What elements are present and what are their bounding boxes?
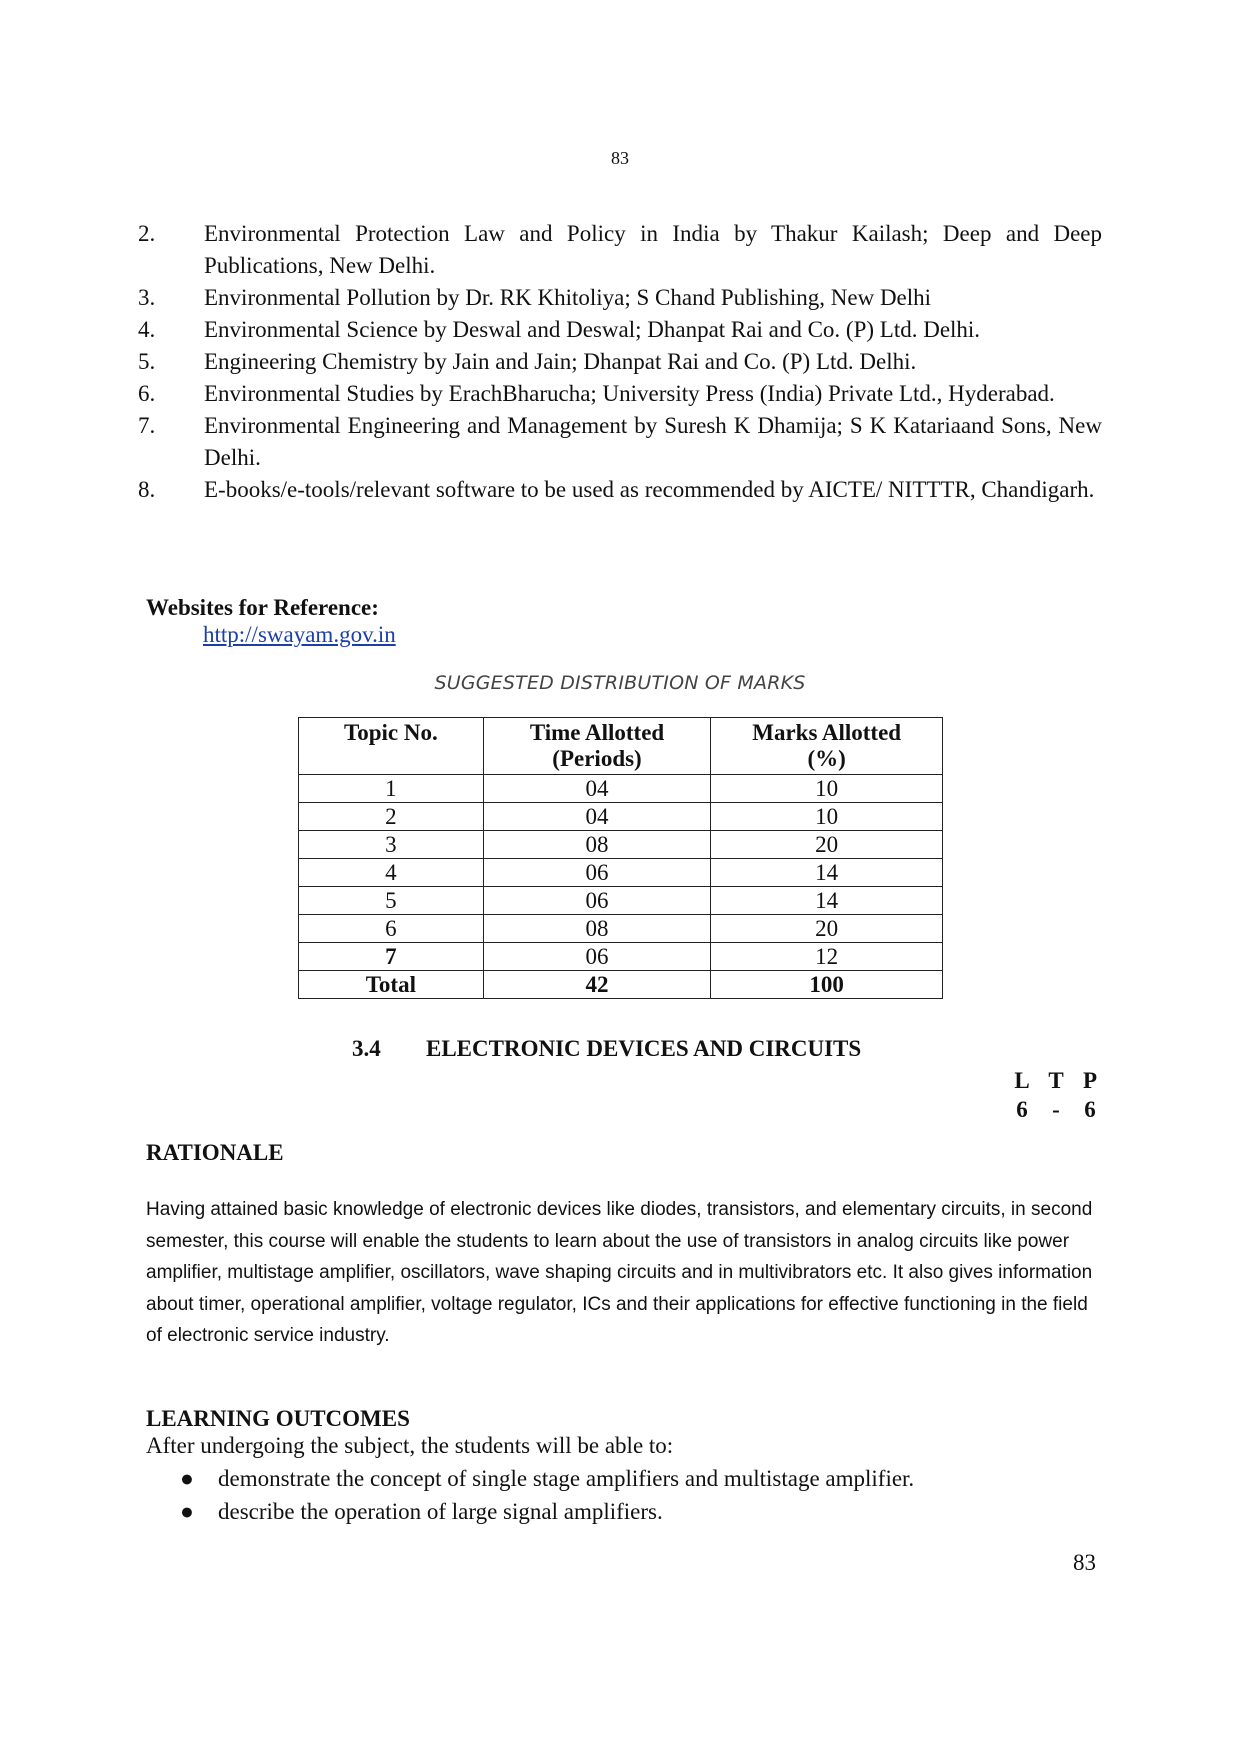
section-title xyxy=(352,1036,861,1062)
reference-number: 3. xyxy=(138,285,156,310)
reference-text: Environmental Science by Deswal and Deswal; Dhanpat Rai and Co. (P) Ltd. Delhi. xyxy=(204,317,981,342)
reference-number: 5. xyxy=(138,349,156,374)
header-line: Marks Allotted xyxy=(752,720,902,745)
bullet-icon: ● xyxy=(180,1499,194,1524)
reference-text: Environmental Protection Law and Policy in India by Thakur Kailash; Deep and Deep Publications, New Delhi. xyxy=(204,221,1102,278)
cell-marks: 14 xyxy=(711,859,943,887)
reference-item xyxy=(138,218,1102,282)
cell-time: 04 xyxy=(483,803,711,831)
list-item xyxy=(180,1462,914,1495)
header-line: Topic No. xyxy=(343,720,438,745)
ltp-value-t: - xyxy=(1052,1097,1060,1122)
cell-topic: 2 xyxy=(299,803,484,831)
page-number-top: 83 xyxy=(611,148,629,168)
table-header-row xyxy=(299,718,943,775)
cell-marks: 20 xyxy=(711,915,943,943)
ltp-value-p: 6 xyxy=(1084,1097,1096,1122)
cell-topic: 6 xyxy=(299,915,484,943)
table-row xyxy=(299,887,943,915)
page-number-bottom: 83 xyxy=(1073,1550,1096,1575)
cell-marks: 14 xyxy=(711,887,943,915)
reference-number: 2. xyxy=(138,221,156,246)
marks-distribution-table xyxy=(298,717,943,999)
table-row xyxy=(299,803,943,831)
reference-text: Environmental Studies by ErachBharucha; University Press (India) Private Ltd., Hyderabad. xyxy=(204,381,1055,406)
reference-number: 8. xyxy=(138,477,156,502)
reference-number: 4. xyxy=(138,317,156,342)
cell-time: 06 xyxy=(483,943,711,971)
table-row xyxy=(299,859,943,887)
rationale-heading: RATIONALE xyxy=(146,1140,284,1165)
cell-time: 06 xyxy=(483,887,711,915)
cell-topic: 5 xyxy=(299,887,484,915)
header-line: (%) xyxy=(807,746,846,771)
cell-topic: 4 xyxy=(299,859,484,887)
table-total-row xyxy=(299,971,943,999)
header-line: Time Allotted xyxy=(529,720,665,745)
reference-item xyxy=(138,314,1102,346)
reference-item xyxy=(138,282,1102,314)
reference-text: E-books/e-tools/relevant software to be used as recommended by AICTE/ NITTTR, Chandigarh. xyxy=(204,477,1095,502)
learning-outcomes-list xyxy=(180,1462,914,1528)
table-row xyxy=(299,775,943,803)
cell-marks: 20 xyxy=(711,831,943,859)
section-title-text: ELECTRONIC DEVICES AND CIRCUITS xyxy=(426,1036,862,1061)
ltp-header-l: L xyxy=(1014,1068,1030,1093)
list-item-text: demonstrate the concept of single stage amplifiers and multistage amplifier. xyxy=(218,1466,915,1491)
website-link[interactable]: http://swayam.gov.in xyxy=(203,622,396,647)
table-row xyxy=(299,831,943,859)
bullet-icon: ● xyxy=(180,1466,194,1491)
cell-total-time: 42 xyxy=(483,971,711,999)
cell-topic: 1 xyxy=(299,775,484,803)
cell-time: 08 xyxy=(483,915,711,943)
learning-outcomes-intro: After undergoing the subject, the students will be able to: xyxy=(146,1433,674,1458)
reference-text: Engineering Chemistry by Jain and Jain; Dhanpat Rai and Co. (P) Ltd. Delhi. xyxy=(204,349,917,374)
reference-item xyxy=(138,474,1102,506)
table-caption: SUGGESTED DISTRIBUTION OF MARKS xyxy=(434,672,806,694)
cell-total-label: Total xyxy=(299,971,484,999)
ltp-value-l: 6 xyxy=(1016,1097,1028,1122)
ltp-header-row xyxy=(1005,1066,1107,1095)
cell-time: 06 xyxy=(483,859,711,887)
cell-topic: 7 xyxy=(299,943,484,971)
learning-outcomes-heading: LEARNING OUTCOMES xyxy=(146,1406,410,1431)
reference-item xyxy=(138,346,1102,378)
ltp-block xyxy=(1005,1066,1107,1124)
header-marks-allotted xyxy=(711,718,943,775)
reference-number: 7. xyxy=(138,413,156,438)
table-row xyxy=(299,943,943,971)
list-item-text: describe the operation of large signal amplifiers. xyxy=(218,1499,663,1524)
reference-number: 6. xyxy=(138,381,156,406)
cell-time: 04 xyxy=(483,775,711,803)
section-number: 3.4 xyxy=(352,1036,381,1061)
cell-topic: 3 xyxy=(299,831,484,859)
cell-time: 08 xyxy=(483,831,711,859)
list-item xyxy=(180,1495,914,1528)
reference-item xyxy=(138,410,1102,474)
cell-total-marks: 100 xyxy=(711,971,943,999)
rationale-text: Having attained basic knowledge of electronic devices like diodes, transistors, and elementary circuits, in second semester, this course will enable the students to learn about the use of transistors in analog circuits like power amplifier, multistage amplifier, oscillators, wave shaping circuits and in multivibrators etc. It also gives information about timer, operational amplifier, voltage regulator, ICs and their applications for effective functioning in the field of electronic service industry. xyxy=(146,1199,1093,1346)
table-row xyxy=(299,915,943,943)
ltp-value-row xyxy=(1005,1095,1107,1124)
reference-item xyxy=(138,378,1102,410)
websites-heading: Websites for Reference: xyxy=(146,595,379,620)
header-topic-no xyxy=(299,718,484,775)
reference-text: Environmental Engineering and Management by Suresh K Dhamija; S K Katariaand Sons, New Delhi. xyxy=(204,413,1102,470)
header-line: (Periods) xyxy=(552,746,642,771)
ltp-header-p: P xyxy=(1082,1068,1098,1093)
header-time-allotted xyxy=(483,718,711,775)
cell-marks: 12 xyxy=(711,943,943,971)
cell-marks: 10 xyxy=(711,775,943,803)
reference-text: Environmental Pollution by Dr. RK Khitoliya; S Chand Publishing, New Delhi xyxy=(204,285,932,310)
reference-list xyxy=(138,218,1102,506)
ltp-header-t: T xyxy=(1048,1068,1064,1093)
cell-marks: 10 xyxy=(711,803,943,831)
